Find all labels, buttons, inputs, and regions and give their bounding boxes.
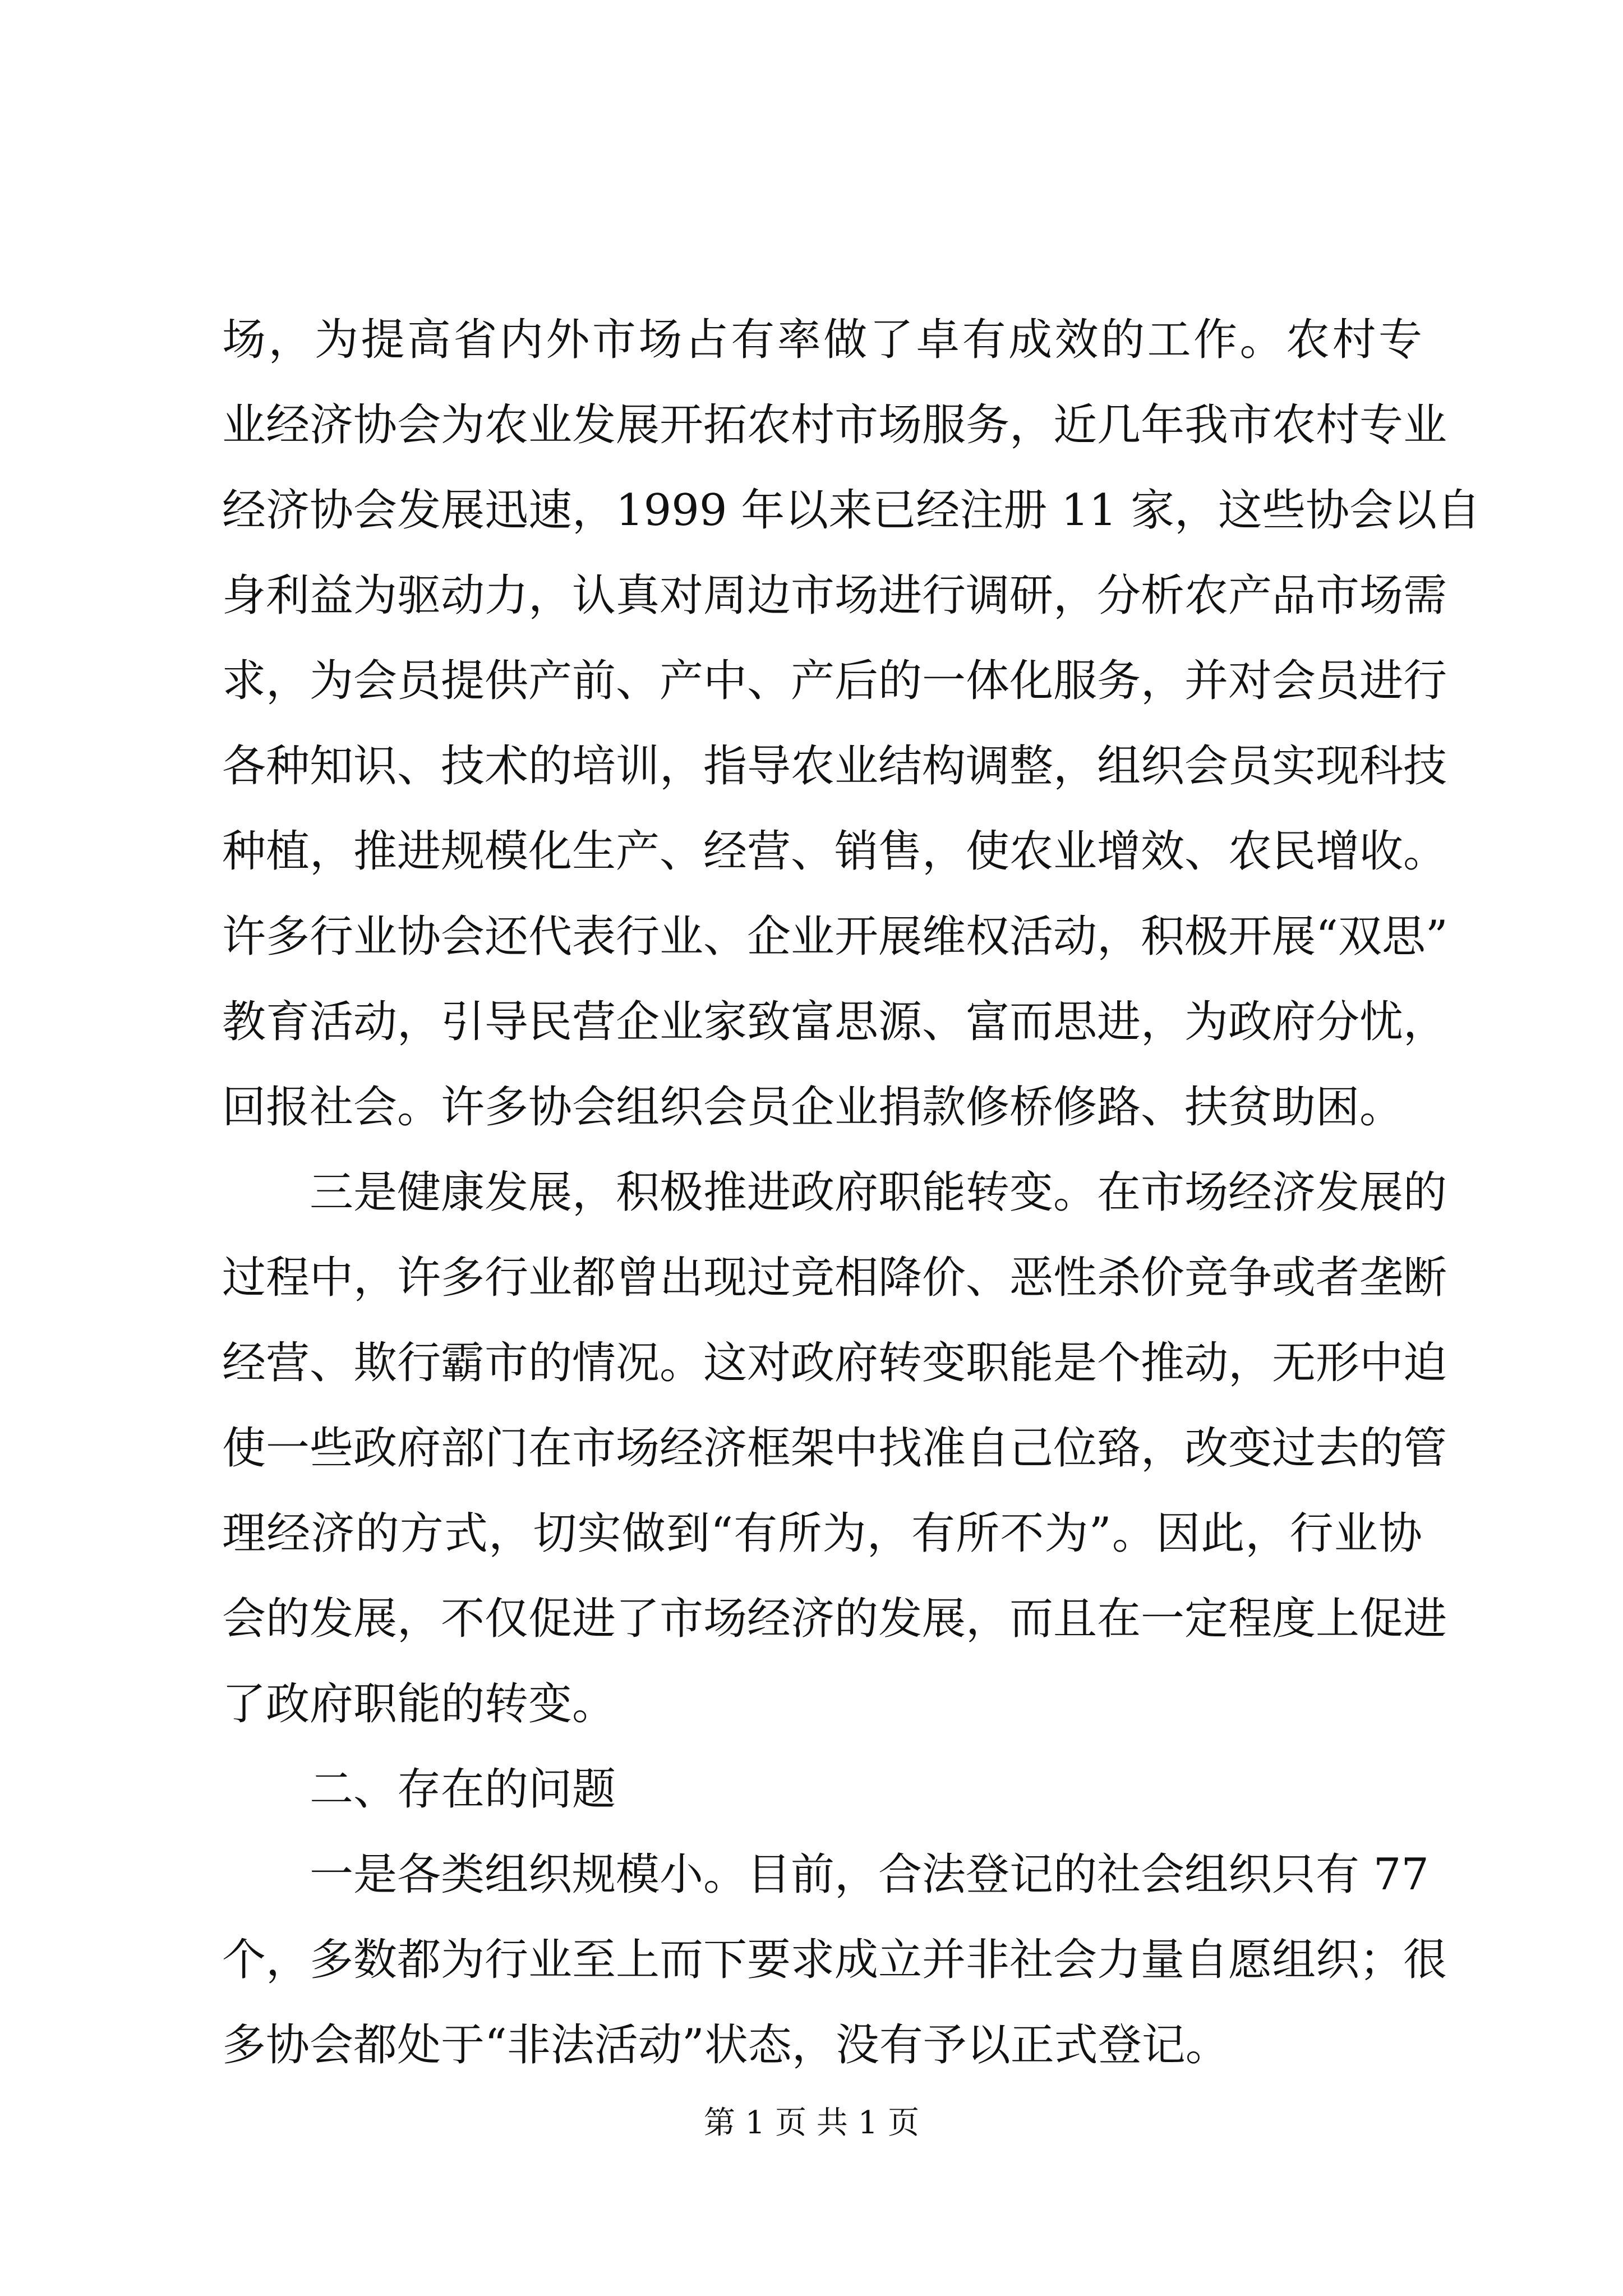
text-line-20: 个，多数都为行业至上而下要求成立并非社会力量自愿组织；很	[222, 1935, 1447, 1985]
page-footer: 第 1 页 共 1 页	[703, 2105, 920, 2141]
text-line-10: 回报社会。许多协会组织会员企业捐款修桥修路、扶贫助困。	[222, 1082, 1404, 1133]
text-line-13: 经营、欺行霸市的情况。这对政府转变职能是个推动，无形中迫	[222, 1338, 1447, 1388]
text-line-9: 教育活动，引导民营企业家致富思源、富而思进，为政府分忧，	[222, 997, 1447, 1047]
text-line-7: 种植，推进规模化生产、经营、销售，使农业增效、农民增收。	[222, 826, 1447, 877]
text-line-5: 求，为会员提供产前、产中、产后的一体化服务，并对会员进行	[222, 656, 1447, 706]
text-line-8: 许多行业协会还代表行业、企业开展维权活动，积极开展“双思”	[222, 912, 1448, 962]
section-heading: 二、存在的问题	[310, 1764, 616, 1815]
text-line-16: 会的发展，不仅促进了市场经济的发展，而且在一定程度上促进	[222, 1594, 1447, 1644]
text-line-21: 多协会都处于“非法活动”状态，没有予以正式登记。	[222, 2020, 1229, 2070]
text-line-11: 三是健康发展，积极推进政府职能转变。在市场经济发展的	[310, 1167, 1447, 1218]
text-line-14: 使一些政府部门在市场经济框架中找准自己位臵，改变过去的管	[222, 1423, 1447, 1474]
text-line-12: 过程中，许多行业都曾出现过竞相降价、恶性杀价竞争或者垄断	[222, 1253, 1447, 1303]
text-line-15: 理经济的方式，切实做到“有所为，有所不为”。因此，行业协	[222, 1508, 1422, 1559]
text-line-2: 业经济协会为农业发展开拓农村市场服务，近几年我市农村专业	[222, 400, 1447, 450]
text-line-19: 一是各类组织规模小。目前，合法登记的社会组织只有 77	[310, 1849, 1430, 1900]
body-text	[222, 297, 1481, 2088]
text-line-17: 了政府职能的转变。	[222, 1679, 616, 1729]
text-line-4: 身利益为驱动力，认真对周边市场进行调研，分析农产品市场需	[222, 570, 1447, 621]
text-line-6: 各种知识、技术的培训，指导农业结构调整，组织会员实现科技	[222, 741, 1447, 792]
text-line-3: 经济协会发展迅速，1999 年以来已经注册 11 家，这些协会以自	[222, 485, 1481, 536]
text-line-1: 场，为提高省内外市场占有率做了卓有成效的工作。农村专	[222, 315, 1422, 365]
